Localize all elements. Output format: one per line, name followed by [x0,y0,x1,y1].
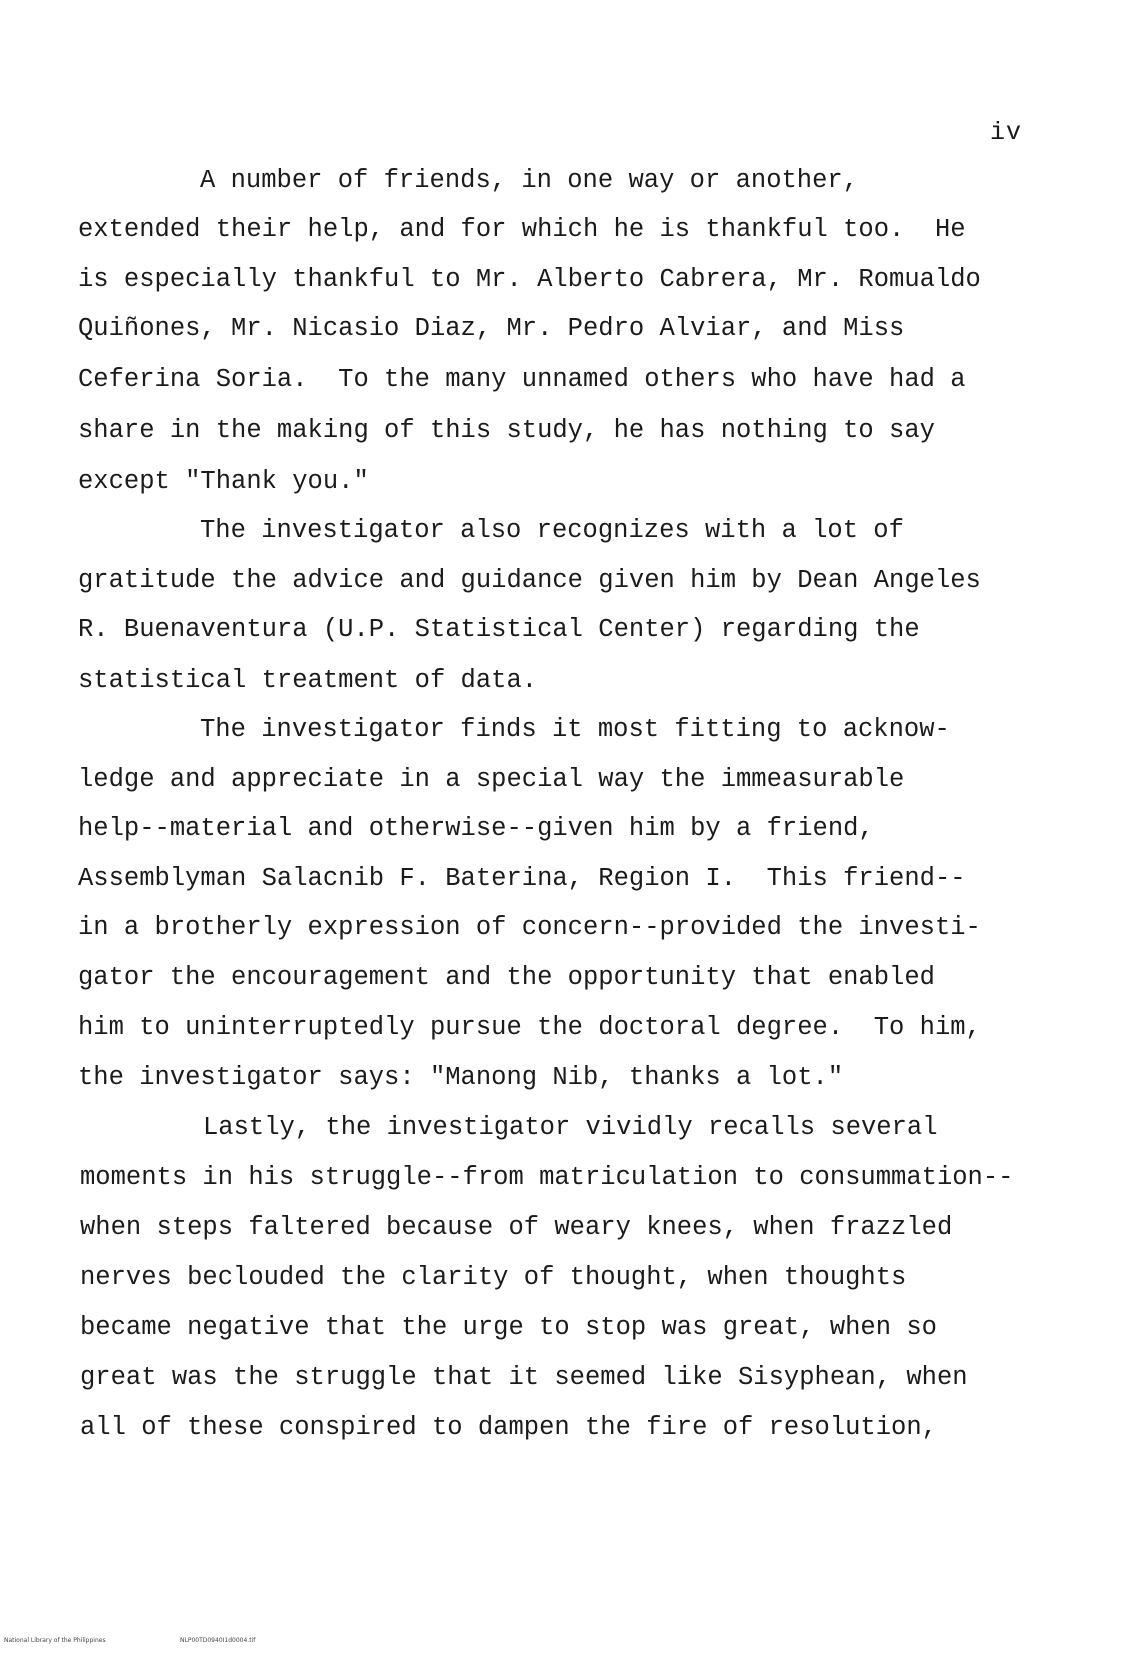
text-line: Lastly, the investigator vividly recalls several [203,1113,938,1142]
text-line: him to uninterruptedly pursue the doctoral degree. To him, [78,1013,981,1042]
text-line: gator the encouragement and the opportunity that enabled [78,963,935,992]
text-line: when steps faltered because of weary knees, when frazzled [80,1213,953,1242]
text-line: share in the making of this study, he has nothing to say [78,416,935,445]
text-line: The investigator also recognizes with a lot of [200,516,904,545]
text-line: extended their help, and for which he is thankful too. He [78,215,966,244]
text-line: great was the struggle that it seemed like Sisyphean, when [80,1363,968,1392]
text-line: nerves beclouded the clarity of thought, when thoughts [80,1263,907,1292]
text-line: moments in his struggle--from matriculation to consummation-- [80,1163,1014,1192]
text-line: Ceferina Soria. To the many unnamed others who have had a [78,365,966,394]
text-line: ledge and appreciate in a special way the immeasurable [78,765,905,794]
text-line: became negative that the urge to stop was great, when so [80,1313,937,1342]
footer-library-credit: National Library of the Philippines [4,1637,106,1644]
text-line: Quiñones, Mr. Nicasio Diaz, Mr. Pedro Alviar, and Miss [78,314,905,343]
text-line: the investigator says: "Manong Nib, thanks a lot." [78,1063,844,1092]
text-line: gratitude the advice and guidance given him by Dean Angeles [78,566,981,595]
text-line: in a brotherly expression of concern--provided the investi- [78,913,981,942]
text-line: Assemblyman Salacnib F. Baterina, Region I. This friend-- [78,864,966,893]
text-line: statistical treatment of data. [78,666,538,695]
text-line: A number of friends, in one way or another, [200,166,859,195]
footer-filename: NLP00TD0940I1d0004.tif [180,1637,256,1644]
text-line: help--material and otherwise--given him by a friend, [78,814,874,843]
text-line: is especially thankful to Mr. Alberto Cabrera, Mr. Romualdo [78,265,981,294]
text-line: The investigator finds it most fitting to acknow- [200,715,950,744]
text-line: R. Buenaventura (U.P. Statistical Center) regarding the [78,615,920,644]
page-number: iv [990,118,1023,147]
text-line: all of these conspired to dampen the fire of resolution, [80,1413,937,1442]
text-line: except "Thank you." [78,467,369,496]
